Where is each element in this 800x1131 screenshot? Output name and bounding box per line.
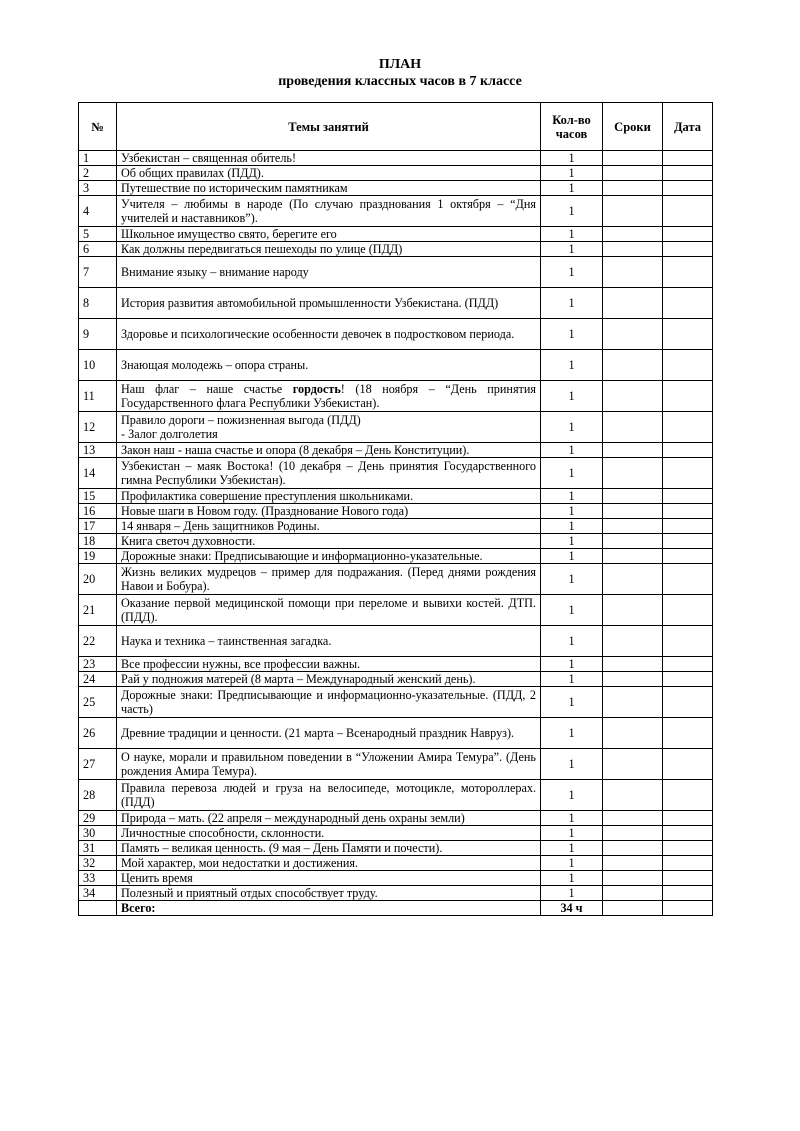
row-date-cell: [663, 672, 713, 687]
table-row: [79, 595, 713, 626]
row-topic: Закон наш - наша счастье и опора (8 декабря – День Конституции).: [117, 443, 541, 458]
row-number: 26: [79, 718, 117, 749]
row-topic: Природа – мать. (22 апреля – международный день охраны земли): [117, 811, 541, 826]
row-dates-cell: [603, 886, 663, 901]
row-dates-cell: [603, 319, 663, 350]
row-topic: Узбекистан – священная обитель!: [117, 151, 541, 166]
table-row: [79, 749, 713, 780]
table-row: [79, 257, 713, 288]
row-number: 15: [79, 489, 117, 504]
row-dates-cell: [603, 458, 663, 489]
row-date-cell: [663, 504, 713, 519]
row-topic: Здоровье и психологические особенности девочек в подростковом периода.: [117, 319, 541, 350]
row-hours: 1: [541, 458, 603, 489]
table-header-row: [79, 103, 713, 151]
row-dates-cell: [603, 196, 663, 227]
row-date-cell: [663, 826, 713, 841]
row-dates-cell: [603, 350, 663, 381]
row-topic: Узбекистан – маяк Востока! (10 декабря – День принятия Государственного гимна Республики Узбекистан).: [117, 458, 541, 489]
total-dates-cell: [603, 901, 663, 916]
row-topic: Внимание языку – внимание народу: [117, 257, 541, 288]
row-dates-cell: [603, 687, 663, 718]
row-dates-cell: [603, 534, 663, 549]
row-hours: 1: [541, 412, 603, 443]
row-date-cell: [663, 227, 713, 242]
row-number: 8: [79, 288, 117, 319]
row-date-cell: [663, 687, 713, 718]
row-dates-cell: [603, 871, 663, 886]
row-number: 7: [79, 257, 117, 288]
row-dates-cell: [603, 166, 663, 181]
table-row: [79, 564, 713, 595]
row-dates-cell: [603, 489, 663, 504]
row-topic: Древние традиции и ценности. (21 марта – Всенародный праздник Навруз).: [117, 718, 541, 749]
row-hours: 1: [541, 780, 603, 811]
total-date-cell: [663, 901, 713, 916]
row-topic: Учителя – любимы в народе (По случаю празднования 1 октября – “Дня учителей и наставников”).: [117, 196, 541, 227]
row-hours: 1: [541, 886, 603, 901]
row-hours: 1: [541, 151, 603, 166]
table-row: [79, 718, 713, 749]
table-row: [79, 871, 713, 886]
table-row: [79, 657, 713, 672]
table-row: [79, 519, 713, 534]
row-number: 33: [79, 871, 117, 886]
table-row: [79, 841, 713, 856]
row-date-cell: [663, 626, 713, 657]
row-dates-cell: [603, 564, 663, 595]
row-date-cell: [663, 856, 713, 871]
row-hours: 1: [541, 319, 603, 350]
row-hours: 1: [541, 687, 603, 718]
row-topic: [117, 381, 541, 412]
row-number: 21: [79, 595, 117, 626]
row-hours: 1: [541, 564, 603, 595]
row-number: 20: [79, 564, 117, 595]
total-hours: 34 ч: [541, 901, 603, 916]
row-number: 14: [79, 458, 117, 489]
row-number: 16: [79, 504, 117, 519]
row-hours: 1: [541, 227, 603, 242]
row-date-cell: [663, 564, 713, 595]
document-subtitle: проведения классных часов в 7 классе: [278, 74, 522, 89]
table-row: [79, 319, 713, 350]
column-header-hours: Кол-во часов: [541, 103, 603, 151]
table-row: [79, 242, 713, 257]
table-row: [79, 227, 713, 242]
row-topic: Жизнь великих мудрецов – пример для подражания. (Перед днями рождения Навои и Бобура).: [117, 564, 541, 595]
row-number: 2: [79, 166, 117, 181]
table-row: [79, 687, 713, 718]
row-hours: 1: [541, 595, 603, 626]
row-dates-cell: [603, 749, 663, 780]
row-date-cell: [663, 549, 713, 564]
row-dates-cell: [603, 595, 663, 626]
row-date-cell: [663, 350, 713, 381]
row-dates-cell: [603, 519, 663, 534]
table-row: [79, 780, 713, 811]
topic-line: - Залог долголетия: [121, 427, 218, 441]
row-hours: 1: [541, 242, 603, 257]
row-number: 1: [79, 151, 117, 166]
row-date-cell: [663, 458, 713, 489]
column-header-date: Дата: [663, 103, 713, 151]
row-hours: 1: [541, 657, 603, 672]
row-topic: Книга светоч духовности.: [117, 534, 541, 549]
table-row: [79, 350, 713, 381]
topic-emphasis: гордость: [292, 382, 341, 396]
row-dates-cell: [603, 841, 663, 856]
row-topic: Профилактика совершение преступления школьниками.: [117, 489, 541, 504]
table-row: [79, 549, 713, 564]
row-date-cell: [663, 841, 713, 856]
table-row: [79, 856, 713, 871]
row-topic: Рай у подножия матерей (8 марта – Международный женский день).: [117, 672, 541, 687]
table-row: [79, 504, 713, 519]
row-topic: Оказание первой медицинской помощи при переломе и вывихи костей. ДТП. (ПДД).: [117, 595, 541, 626]
row-hours: 1: [541, 443, 603, 458]
table-row: [79, 534, 713, 549]
row-dates-cell: [603, 718, 663, 749]
row-dates-cell: [603, 242, 663, 257]
row-topic: Дорожные знаки: Предписывающие и информационно-указательные. (ПДД, 2 часть): [117, 687, 541, 718]
row-topic: [117, 412, 541, 443]
row-dates-cell: [603, 181, 663, 196]
row-date-cell: [663, 319, 713, 350]
row-date-cell: [663, 595, 713, 626]
row-date-cell: [663, 534, 713, 549]
row-number: 13: [79, 443, 117, 458]
row-dates-cell: [603, 626, 663, 657]
row-hours: 1: [541, 718, 603, 749]
row-hours: 1: [541, 856, 603, 871]
row-number: 6: [79, 242, 117, 257]
row-number: 31: [79, 841, 117, 856]
row-number: 9: [79, 319, 117, 350]
row-hours: 1: [541, 749, 603, 780]
row-dates-cell: [603, 412, 663, 443]
table-body: [79, 151, 713, 916]
row-hours: 1: [541, 811, 603, 826]
table-row: [79, 196, 713, 227]
row-topic: Новые шаги в Новом году. (Празднование Нового года): [117, 504, 541, 519]
table-row: [79, 381, 713, 412]
row-number: 32: [79, 856, 117, 871]
row-date-cell: [663, 489, 713, 504]
row-dates-cell: [603, 288, 663, 319]
row-hours: 1: [541, 181, 603, 196]
row-dates-cell: [603, 811, 663, 826]
row-number: 3: [79, 181, 117, 196]
table-row: [79, 458, 713, 489]
row-topic: Путешествие по историческим памятникам: [117, 181, 541, 196]
row-number: 4: [79, 196, 117, 227]
row-number: 11: [79, 381, 117, 412]
row-topic: Наука и техника – таинственная загадка.: [117, 626, 541, 657]
total-number-cell: [79, 901, 117, 916]
row-hours: 1: [541, 549, 603, 564]
row-hours: 1: [541, 166, 603, 181]
column-header-number: №: [79, 103, 117, 151]
row-topic: Мой характер, мои недостатки и достижения.: [117, 856, 541, 871]
row-number: 18: [79, 534, 117, 549]
row-topic: Ценить время: [117, 871, 541, 886]
row-dates-cell: [603, 443, 663, 458]
row-hours: 1: [541, 826, 603, 841]
table-row: [79, 489, 713, 504]
row-hours: 1: [541, 350, 603, 381]
total-row: [79, 901, 713, 916]
row-number: 12: [79, 412, 117, 443]
column-header-dates: Сроки: [603, 103, 663, 151]
row-topic: 14 января – День защитников Родины.: [117, 519, 541, 534]
row-hours: 1: [541, 381, 603, 412]
table-row: [79, 886, 713, 901]
row-hours: 1: [541, 871, 603, 886]
row-topic: Об общих правилах (ПДД).: [117, 166, 541, 181]
topic-text: ! (18 ноября – “День принятия Государственного флага Республики Узбекистан).: [121, 382, 537, 410]
row-number: 34: [79, 886, 117, 901]
row-date-cell: [663, 657, 713, 672]
row-topic: Полезный и приятный отдых способствует труду.: [117, 886, 541, 901]
row-dates-cell: [603, 151, 663, 166]
row-date-cell: [663, 811, 713, 826]
table-row: [79, 626, 713, 657]
row-number: 10: [79, 350, 117, 381]
row-number: 30: [79, 826, 117, 841]
row-dates-cell: [603, 227, 663, 242]
row-number: 19: [79, 549, 117, 564]
total-label: Всего:: [117, 901, 541, 916]
row-dates-cell: [603, 657, 663, 672]
table-row: [79, 443, 713, 458]
table-row: [79, 288, 713, 319]
row-hours: 1: [541, 672, 603, 687]
row-number: 27: [79, 749, 117, 780]
row-hours: 1: [541, 489, 603, 504]
row-number: 25: [79, 687, 117, 718]
row-topic: Память – великая ценность. (9 мая – День Памяти и почести).: [117, 841, 541, 856]
row-topic: Как должны передвигаться пешеходы по улице (ПДД): [117, 242, 541, 257]
row-topic: Школьное имущество свято, берегите его: [117, 227, 541, 242]
row-hours: 1: [541, 257, 603, 288]
row-date-cell: [663, 242, 713, 257]
row-topic: Знающая молодежь – опора страны.: [117, 350, 541, 381]
row-hours: 1: [541, 288, 603, 319]
plan-table: [78, 102, 713, 916]
row-date-cell: [663, 151, 713, 166]
row-dates-cell: [603, 381, 663, 412]
row-date-cell: [663, 718, 713, 749]
row-date-cell: [663, 181, 713, 196]
row-number: 24: [79, 672, 117, 687]
row-hours: 1: [541, 626, 603, 657]
row-dates-cell: [603, 826, 663, 841]
row-number: 5: [79, 227, 117, 242]
row-topic: История развития автомобильной промышленности Узбекистана. (ПДД): [117, 288, 541, 319]
row-date-cell: [663, 886, 713, 901]
row-dates-cell: [603, 780, 663, 811]
table-row: [79, 826, 713, 841]
topic-line: Правило дороги – пожизненная выгода (ПДД): [121, 413, 361, 427]
row-dates-cell: [603, 549, 663, 564]
table-row: [79, 166, 713, 181]
row-hours: 1: [541, 519, 603, 534]
table-row: [79, 181, 713, 196]
table-row: [79, 412, 713, 443]
row-dates-cell: [603, 504, 663, 519]
row-date-cell: [663, 288, 713, 319]
row-topic: Дорожные знаки: Предписывающие и информационно-указательные.: [117, 549, 541, 564]
row-number: 17: [79, 519, 117, 534]
row-number: 23: [79, 657, 117, 672]
row-date-cell: [663, 443, 713, 458]
row-dates-cell: [603, 672, 663, 687]
row-date-cell: [663, 749, 713, 780]
row-date-cell: [663, 412, 713, 443]
row-topic: О науке, морали и правильном поведении в “Уложении Амира Темура”. (День рождения Амира Темура).: [117, 749, 541, 780]
row-hours: 1: [541, 841, 603, 856]
row-date-cell: [663, 519, 713, 534]
table-row: [79, 672, 713, 687]
row-date-cell: [663, 166, 713, 181]
row-hours: 1: [541, 534, 603, 549]
row-dates-cell: [603, 257, 663, 288]
row-number: 29: [79, 811, 117, 826]
topic-text: Наш флаг – наше счастье: [121, 382, 293, 396]
row-hours: 1: [541, 196, 603, 227]
row-date-cell: [663, 780, 713, 811]
row-date-cell: [663, 196, 713, 227]
row-date-cell: [663, 871, 713, 886]
row-topic: Личностные способности, склонности.: [117, 826, 541, 841]
row-number: 22: [79, 626, 117, 657]
row-topic: Все профессии нужны, все профессии важны.: [117, 657, 541, 672]
table-row: [79, 151, 713, 166]
document-title: ПЛАН: [378, 57, 422, 72]
row-topic: Правила перевоза людей и груза на велосипеде, мотоцикле, мотороллерах.(ПДД): [117, 780, 541, 811]
row-date-cell: [663, 257, 713, 288]
row-number: 28: [79, 780, 117, 811]
table-row: [79, 811, 713, 826]
row-date-cell: [663, 381, 713, 412]
row-hours: 1: [541, 504, 603, 519]
column-header-topic: Темы занятий: [117, 103, 541, 151]
row-dates-cell: [603, 856, 663, 871]
